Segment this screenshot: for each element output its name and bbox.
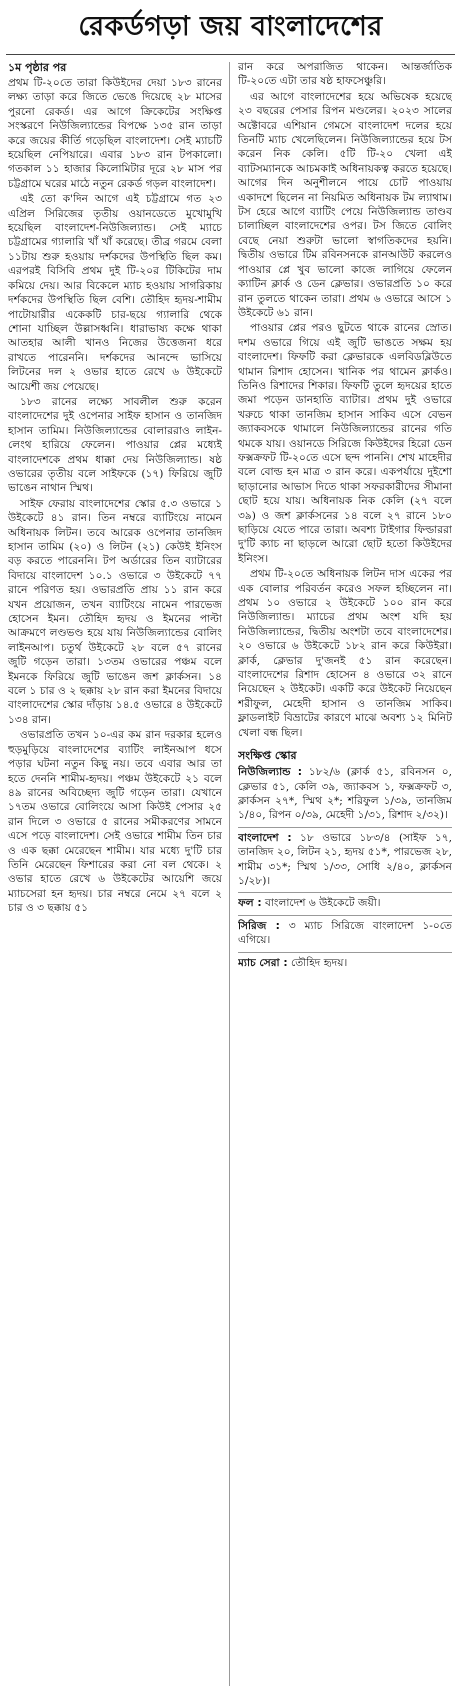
scorecard-text: বাংলাদেশ ৬ উইকেটে জয়ী।: [264, 897, 381, 910]
scorecard-result: [238, 896, 452, 910]
scorecard-text: ১৮ ওভারে ১৮৩/৪ (সাইফ ১৭, তানজিদ ২০, লিটন ২১, হৃদয় ৫১*, পারভেজ ২৮, শামীম ৩১*; স্মিথ ১/৩৩, সোধি ২/৪০, ক্লার্কসন ১/২৮)।: [238, 831, 452, 887]
scorecard-bd: [238, 831, 452, 889]
paragraph: এর আগে বাংলাদেশের হয়ে অভিষেক হয়েছে ২৩ বছরের পেসার রিপন মণ্ডলের। ২০২৩ সালের অক্টোবরে এশিয়ান গেমসে বাংলাদেশ দলের হয়ে তিনটি ম্যাচ খেলেছিলেন। নিউজিল্যান্ডের হয়ে টস করেন নিক কেলি। ৫টি টি-২০ খেলা এই ব্যাটসম্যানকে আচমকাই অধিনায়কত্ব করতে হয়েছে। আগের দিন অনুশীলনে পায়ে চোট পাওয়ায় একাদশে ছিলেন না নিয়মিত অধিনায়ক টম ল্যাথাম। টস হেরে আগে ব্যাটিং পেয়ে নিউজিল্যান্ড তাণ্ডব চালাচ্ছিল বাংলাদেশের ওপর। টস জিতে বোলিং বেছে নেয়া শুরুটা ভালো স্বাগতিকদের হয়নি। দ্বিতীয় ওভারে টিম রবিনসনকে রানআউট করলেও পাওয়ার প্লে খুব ভালো কাজে লাগিয়ে ফেলেন ক্যাটিন ক্লার্ক ও ডেন ক্লেভার। ওভারপ্রতি ১০ করে রান তুলতে থাকেন তারা। প্রথম ৬ ওভারে আসে ১ উইকেটে ৬১ রান।: [238, 90, 452, 319]
paragraph: সাইফ ফেরায় বাংলাদেশের স্কোর ৫.৩ ওভারে ১ উইকেটে ৪১ রান। তিন নম্বরে ব্যাটিংয়ে নামেন অধিনায়ক লিটন। তবে আরেক ওপেনার তানজিদ হাসান তামিম (২০) ও লিটন (২১) কেউই ইনিংস বড় করতে পারেননি। টপ অর্ডারের তিন ব্যাটারের বিদায়ে বাংলাদেশ ১০.১ ওভারে ৩ উইকেটে ৭৭ রানে পরিণত হয়। ওভারপ্রতি প্রায় ১১ রান করে যখন প্রয়োজন, তখন ব্যাটিংয়ে নামেন পারভেজ হোসেন ইমন। তৌহিদ হৃদয় ও ইমনের পাল্টা আক্রমণে লণ্ডভণ্ড হয়ে যায় নিউজিল্যান্ডের বোলিং লাইনআপ। চতুর্থ উইকেটে ২৮ বলে ৫৭ রানের জুটি গড়েন তারা। ১৩তম ওভারের পঞ্চম বলে ইমনকে ফিরিয়ে জুটি ভাঙেন জশ ক্লার্কসন। ১৪ বলে ১ চার ও ২ ছক্কায় ২৮ রান করা ইমনের বিদায়ে বাংলাদেশের স্কোর দাঁড়ায় ১৪.৫ ওভারে ৪ উইকেটে ১৩৪ রান।: [8, 497, 222, 726]
paragraph: এই তো ক'দিন আগে এই চট্টগ্রামে গত ২৩ এপ্রিল সিরিজের তৃতীয় ওয়ানডেতে মুখোমুখি হয়েছিল বাংলাদেশ-নিউজিল্যান্ড। সেই ম্যাচে চট্টগ্রামের গ্যালারি খাঁ খাঁ করেছে। তীব্র গরমে বেলা ১১টায় শুরু হওয়ায় দর্শকদের উপস্থিতি ছিল কম। এরপরই বিসিবি প্রথম দুই টি-২০র টিকিটের দাম কমিয়ে দেয়। আর বিকেলে ম্যাচ হওয়ায় সাগরিকায় দর্শকদের উপস্থিতি ছিল বেশি। তৌহিদ হৃদয়-শামীম পাটোয়ারীর একেকটি চার-ছয়ে গ্যালারি থেকে শোনা যাচ্ছিল উল্লাসধ্বনি। ধারাভাষ্য কক্ষে থাকা আতহার আলী খানও নিজের উত্তেজনা ধরে রাখতে পারেননি। দর্শকদের আনন্দে ভাসিয়ে লিটনের দল ২ ওভার হাতে রেখে ৬ উইকেটে আয়েশী জয় পেয়েছে।: [8, 193, 222, 393]
scorecard-motm: [238, 956, 452, 970]
continuation-kicker: ১ম পৃষ্ঠার পর: [8, 61, 67, 74]
column-divider: [229, 62, 230, 1686]
paragraph: প্রথম টি-২০তে অধিনায়ক লিটন দাস একের পর এক বোলার পরিবর্তন করেও সফল হচ্ছিলেন না। প্রথম ১০ ওভারে ২ উইকেটে ১০০ রান করে নিউজিল্যান্ড। ম্যাচের প্রথম অংশ যদি হয় নিউজিল্যান্ডের, দ্বিতীয় অংশটা তবে বাংলাদেশের। ২০ ওভারে ৬ উইকেটে ১৮২ রান করে কিউইরা। ক্লার্ক, ক্লেভার দু'জনই ৫১ রান করেছেন। বাংলাদেশের রিশাদ হোসেন ৪ ওভারে ৩২ রানে নিয়েছেন ২ উইকেট। একটি করে উইকেট নিয়েছেন শরীফুল, মেহেদী হাসান ও তানজিম সাকিব। ফ্লাডলাইট বিভ্রাটের কারণে মাঝে অবশ্য ১২ মিনিট খেলা বন্ধ ছিল।: [238, 568, 452, 739]
scorecard-rule: [238, 827, 452, 828]
scorecard-label: সিরিজ :: [238, 919, 280, 932]
headline-rule: [6, 54, 455, 55]
scorecard-text: ১৮২/৬ (ক্লার্ক ৫১, রবিনসন ০, ক্লেভার ৫১, কেলি ৩৯, জ্যাকবস ১, ফক্সক্রফট ৩, ক্লার্কসন ২৭*, স্মিথ ২*; শরিফুল ১/৩৯, তানজিম ১/৪০, রিপন ০/৩৯, মেহেদী ১/৩১, রিশাদ ২/৩২)।: [238, 766, 452, 822]
scorecard-label: ফল :: [238, 897, 262, 910]
scorecard-label: ম্যাচ সেরা :: [238, 956, 288, 969]
headline: রেকর্ডগড়া জয় বাংলাদেশের: [78, 11, 383, 42]
scorecard-rule: [238, 892, 452, 893]
paragraph: পাওয়ার প্লের পরও ছুটতে থাকে রানের স্রোত। দশম ওভারে গিয়ে এই জুটি ভাঙতে সক্ষম হয় বাংলাদেশ। ফিফটি করা ক্লেভারকে এলবিডব্লিউতে থামান রিশাদ হোসেন। খানিক পর থামেন ক্লার্কও। তিনিও রিশাদের শিকার। ফিফটি তুলে হৃদয়ের হাতে জমা পড়েন ডানহাতি ব্যাটার। প্রথম দুই ওভারে খরুচে থাকা তানজিম হাসান সাকিব এসে বেভন জ্যাকবসকে থামালে নিউজিল্যান্ডের রানের গতি থমকে যায়। ওয়ানডে সিরিজে কিউইদের হিরো ডেন ফক্সক্রফট টি-২০তে এসে ছন্দ পাননি। শেখ মাহেদীর বলে বোল্ড হন মাত্র ৩ রান করে। একপর্যায়ে দুইশো ছাড়ানোর আভাস দিতে থাকা সফরকারীদের সীমানা ছোট হয়ে যায়। অধিনায়ক নিক কেলি (২৭ বলে ৩৯) ও জশ ক্লার্কসনের ১৪ বলে ২৭ রানে ১৮০ ছাড়িয়ে যেতে পারে তারা। অবশ্য টাইগার ফিল্ডাররা দু'টি ক্যাচ না ছাড়লে আরো ছোট হতো কিউইদের ইনিংস।: [238, 322, 452, 565]
paragraph: ১৮৩ রানের লক্ষ্যে সাবলীল শুরু করেন বাংলাদেশের দুই ওপেনার সাইফ হাসান ও তানজিদ হাসান তামিম। নিউজিল্যান্ডের বোলাররাও লাইন-লেংথ হারিয়ে ফেলেন। পাওয়ার প্লের মধ্যেই বাংলাদেশকে প্রথম ধাক্কা দেয় নিউজিল্যান্ড। ষষ্ঠ ওভারের তৃতীয় বলে সাইফকে (১৭) ফিরিয়ে জুটি ভাঙেন নাথান স্মিথ।: [8, 395, 222, 495]
paragraph: প্রথম টি-২০তে তারা কিউইদের দেয়া ১৮৩ রানের লক্ষ্য তাড়া করে জিতে ভেঙে দিয়েছে ২৮ মাসের পুরনো রেকর্ড। এর আগে ক্রিকেটের সংক্ষিপ্ত সংস্করণে নিউজিল্যান্ডের বিপক্ষে ১৩৫ রান তাড়া করে জয়ের কীর্তি গড়েছিল বাংলাদেশ। সেই ম্যাচটি হয়েছিল নেপিয়ারে। এবার ১৮৩ রান টপকালো। গতকাল ১১ হাজার কিলোমিটার দূরে ২৮ মাস পর চট্টগ্রামে ঘরের মাঠে নতুন রেকর্ড গড়ল বাংলাদেশ।: [8, 77, 222, 190]
scorecard-text: তৌহিদ হৃদয়।: [290, 956, 348, 969]
paragraph: ওভারপ্রতি তখন ১০-এর কম রান দরকার হলেও হুড়মুড়িয়ে বাংলাদেশের ব্যাটিং লাইনআপ ধসে পড়ার ঘটনা নতুন কিছু নয়। তবে এবার আর তা হতে দেননি শামীম-হৃদয়। পঞ্চম উইকেটে ২১ বলে ৪৯ রানের অবিচ্ছেদ্য জুটি গড়েন তারা। যেখানে ১৭তম ওভারে বোলিংয়ে আসা কিউই পেসার ২৫ রান দিলে ৩ ওভারে ৫ রানের সমীকরণের সামনে এসে পড়ে বাংলাদেশ। সেই ওভারে শামীম তিন চার ও এক ছক্কা মেরেছেন শামীম। যার মধ্যে দু'টি চার তিনি মেরেছেন ফিশারের করা নো বল থেকে। ২ ওভার হাতে রেখে ৬ উইকেটের আয়েশি জয়ে ম্যাচসেরা হন হৃদয়। চার নম্বরে নেমে ২৭ বলে ২ চার ও ৩ ছক্কায় ৫১: [8, 729, 222, 915]
scorecard-nz: [238, 765, 452, 823]
scorecard-text: ৩ ম্যাচ সিরিজে বাংলাদেশ ১-০তে এগিয়ে।: [238, 919, 452, 947]
left-column: [8, 60, 222, 1686]
scorecard-rule: [238, 952, 452, 953]
scorecard-label: নিউজিল্যান্ড :: [238, 766, 303, 779]
scorecard-rule: [238, 915, 452, 916]
scorecard-label: বাংলাদেশ :: [238, 831, 292, 844]
paragraph: রান করে অপরাজিত থাকেন। আন্তর্জাতিক টি-২০তে এটা তার ষষ্ঠ হাফসেঞ্চুরি।: [238, 61, 452, 88]
scorecard-series: [238, 919, 452, 948]
scorecard-title: সংক্ষিপ্ত স্কোর: [238, 749, 297, 763]
right-column: [238, 60, 452, 1686]
